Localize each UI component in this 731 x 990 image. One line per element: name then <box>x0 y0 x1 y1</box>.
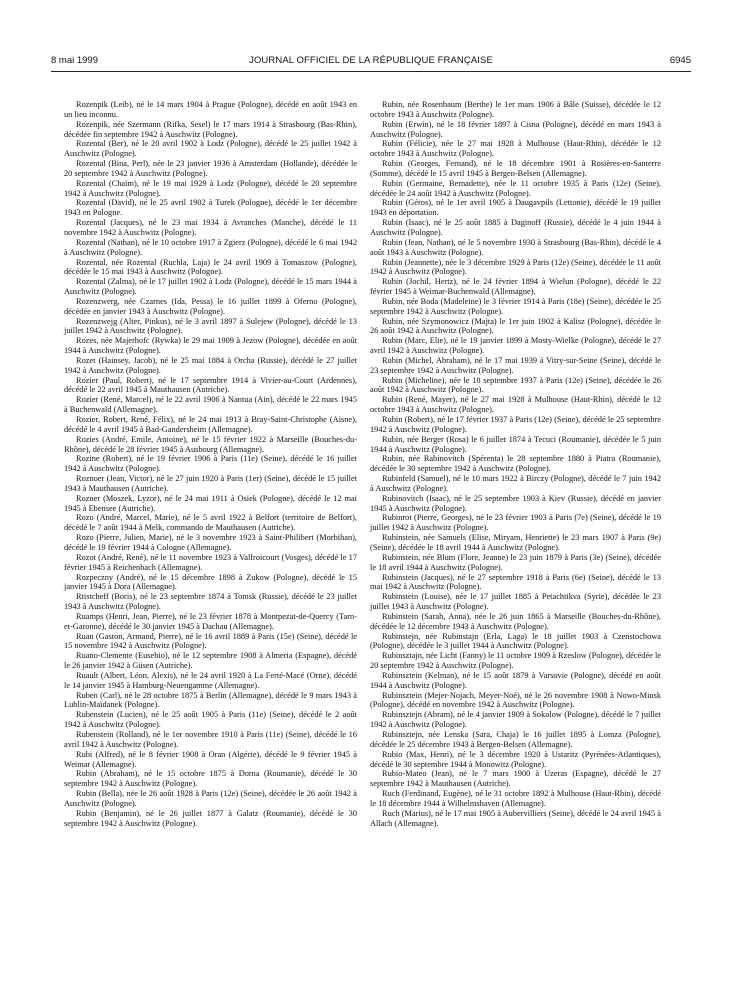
death-record-entry: Rubin (René, Mayer), né le 27 mai 1928 à Mulhouse (Haut-Rhin), décédé le 12 octobre 1943 à Auschwitz (Pologne). <box>370 395 661 415</box>
death-record-entry: Rubin (Isaac), né le 25 août 1885 à Daginoff (Russie), décédé le 4 juin 1944 à Auschwitz (Pologne). <box>370 218 661 237</box>
death-record-entry: Rubin (Georges, Fernand), né le 18 décembre 1901 à Rosières-en-Santerre (Somme), décédé le 15 avril 1945 à Bergen-Belsen (Allemagne). <box>370 159 661 178</box>
death-record-entry: Rozental (Nathan), né le 10 octobre 1917 à Zgierz (Pologne), décédé le 6 mai 1942 à Auschwitz (Pologne). <box>64 237 357 257</box>
death-record-entry: Rubinstein (Jacques), né le 27 septembre 1918 à Paris (6e) (Seine), décédé le 13 mai 1942 à Auschwitz (Pologne). <box>370 572 661 592</box>
death-record-entry: Rubinfeld (Samuel), né le 10 mars 1922 à Birczy (Pologne), décédé le 7 juin 1942 à Auschwitz (Pologne). <box>370 474 661 493</box>
page-header <box>51 55 691 69</box>
death-record-entry: Rozner (Moszek, Lyzor), né le 24 mai 1911 à Osiek (Pologne), décédé le 12 mai 1945 à Ebensee (Autriche). <box>64 493 357 513</box>
death-record-entry: Ruan (Gaston, Armand, Pierre), né le 16 avril 1889 à Paris (15e) (Seine), décédé le 15 novembre 1942 à Auschwitz (Pologne). <box>64 631 357 651</box>
header-rule <box>51 71 691 72</box>
death-record-entry: Rubinsztein (Mejer-Nojach, Meyer-Noé), né le 26 novembre 1908 à Nowo-Minsk (Pologne), décédé en novembre 1942 à Auschwitz (Pologne). <box>370 690 661 710</box>
death-record-entry: Rozies (André, Emile, Antoine), né le 15 février 1922 à Marseille (Bouches-du-Rhône), décédé le 28 février 1945 à Ausbourg (Allemagne). <box>64 434 357 454</box>
death-record-entry: Rubin (Michel, Abraham), né le 17 mai 1939 à Vitry-sur-Seine (Seine), décédé le 23 septembre 1942 à Auschwitz (Pologne). <box>370 355 661 375</box>
journal-title: JOURNAL OFFICIEL DE LA RÉPUBLIQUE FRANÇAISE <box>249 55 493 66</box>
death-record-entry: Rozenzwejg (Alter, Pinkus), né le 3 avril 1897 à Sulejew (Pologne), décédé le 13 juillet 1942 à Auschwitz (Pologne). <box>64 316 357 336</box>
death-record-entry: Rozier (Paul, Robert), né le 17 septembre 1914 à Vivier-au-Court (Ardennes), décédé le 22 avril 1945 à Mauthausen (Autriche). <box>64 375 357 395</box>
death-record-entry: Rozpeczny (André), né le 15 décembre 1898 à Zukow (Pologne), décédé le 15 janvier 1945 à Dora (Allemagne). <box>64 572 357 592</box>
death-record-entry: Rubin, née Berger (Rosa) le 6 juillet 1874 à Tecuci (Roumanie), décédée le 5 juin 1944 à Auschwitz (Pologne). <box>370 434 661 454</box>
death-record-entry: Rozental (Jacques), né le 23 mai 1934 à Avranches (Manche), décédé le 11 novembre 1942 à Auschwitz (Pologne). <box>64 218 357 237</box>
death-record-entry: Rubin, née Rabinovitch (Spérenta) le 28 septembre 1880 à Piatra (Roumanie), décédée le 30 septembre 1942 à Auschwitz (Pologne). <box>370 454 661 474</box>
death-record-entry: Rubinovitch (Isaac), né le 25 septembre 1903 à Kiev (Russie), décédé en janvier 1945 à Auschwitz (Pologne). <box>370 493 661 513</box>
death-record-entry: Rubin (Robert), né le 17 février 1937 à Paris (12e) (Seine), décédé le 25 septembre 1942 à Auschwitz (Pologne). <box>370 415 661 434</box>
death-record-entry: Rubinsztein (Kelman), né le 15 août 1879 à Varsovie (Pologne), décédé en août 1944 à Auschwitz (Pologne). <box>370 670 661 690</box>
death-record-entry: Rozental, née Rozental (Ruchla, Laja) le 24 avril 1909 à Tomaszow (Pologne), décédée le 15 mai 1943 à Auschwitz (Pologne). <box>64 257 357 277</box>
death-record-entry: Rubinstein, née Blum (Flore, Jeanne) le 23 juin 1879 à Paris (3e) (Seine), décédée le 18 avril 1944 à Auschwitz (Pologne). <box>370 552 661 572</box>
death-record-entry: Rubio-Mateo (Jean), né le 7 mars 1900 à Uzeras (Espagne), décédé le 27 septembre 1942 à Mauthausen (Autriche). <box>370 769 661 789</box>
death-record-entry: Rubin, née Boda (Madeleine) le 3 février 1914 à Paris (18e) (Seine), décédée le 25 septembre 1942 à Auschwitz (Pologne). <box>370 296 661 316</box>
left-column <box>64 100 357 828</box>
death-record-entry: Ruano-Clemente (Eusebio), né le 12 septembre 1908 à Almeria (Espagne), décédé le 26 janvier 1942 à Güsen (Autriche). <box>64 651 357 671</box>
death-record-entry: Ruch (Ferdinand, Eugène), né le 31 octobre 1892 à Mulhouse (Haut-Rhin), décédé le 18 décembre 1944 à Wilhelmshaven (Allemagne). <box>370 789 661 808</box>
death-record-entry: Rubin (Abraham), né le 15 octobre 1875 à Dorna (Roumanie), décédé le 30 septembre 1942 à Auschwitz (Pologne). <box>64 769 357 789</box>
death-record-entry: Rubinstein (Louise), née le 17 juillet 1885 à Petachtikva (Syrie), décédée le 23 juillet 1943 à Auschwitz (Pologne). <box>370 592 661 612</box>
death-record-entry: Rozet (Hainsey, Jacob), né le 25 mai 1884 à Orcha (Russie), décédé le 27 juillet 1942 à Auschwitz (Pologne). <box>64 355 357 375</box>
death-record-entry: Rubin, née Szymonowicz (Majta) le 1er juin 1902 à Kalisz (Pologne), décédée le 26 août 1942 à Auschwitz (Pologne). <box>370 316 661 336</box>
death-record-entry: Rubio (Max, Henri), né le 3 décembre 1920 à Ustaritz (Pyrénées-Atlantiques), décédé le 30 septembre 1944 à Monowitz (Pologne). <box>370 749 661 769</box>
death-record-entry: Ruben (Carl), né le 28 octobre 1875 à Berlin (Allemagne), décédé le 9 mars 1943 à Lublin-Maïdanek (Pologne). <box>64 690 357 710</box>
death-record-entry: Rozenpik, née Szermann (Rifka, Sesel) le 17 mars 1914 à Strasbourg (Bas-Rhin), décédée fin septembre 1942 à Auschwitz (Pologne). <box>64 119 357 139</box>
death-record-entry: Rozental (Chaïm), né le 19 mai 1929 à Lodz (Pologne), décédé le 20 septembre 1942 à Auschwitz (Pologne). <box>64 178 357 198</box>
publication-date: 8 mai 1999 <box>51 55 99 66</box>
death-record-entry: Rozental (Bina, Perl), née le 23 janvier 1936 à Amsterdam (Hollande), décédée le 20 septembre 1942 à Auschwitz (Pologne). <box>64 159 357 178</box>
death-record-entry: Rubin (Géros), né le 1er avril 1905 à Daugavpils (Lettonie), décédé le 19 juillet 1943 en déportation. <box>370 198 661 218</box>
death-record-entry: Rozot (André, René), né le 11 novembre 1923 à Valfroicourt (Vosges), décédé le 17 février 1945 à Reichenbach (Allemagne). <box>64 552 357 572</box>
death-record-entry: Rozental (Zalma), né le 17 juillet 1902 à Lodz (Pologne), décédé le 15 mars 1944 à Auschwitz (Pologne). <box>64 277 357 297</box>
death-record-entry: Rubin (Micheline), née le 18 septembre 1937 à Paris (12e) (Seine), décédée le 26 août 1942 à Auschwitz (Pologne). <box>370 375 661 395</box>
death-record-entry: Rubinsztejn (Abram), né le 4 janvier 1909 à Sokolow (Pologne), décédé le 7 juillet 1942 à Auschwitz (Pologne). <box>370 710 661 730</box>
right-column <box>370 100 661 828</box>
death-record-entry: Rozenzwerg, née Czarnes (Ida, Pessa) le 16 juillet 1899 à Oferno (Pologne), décédée en janvier 1943 à Auschwitz (Pologne). <box>64 296 357 316</box>
death-record-entry: Rubi (Alfred), né le 8 février 1908 à Oran (Algérie), décédé le 9 février 1945 à Weimar (Allemagne). <box>64 749 357 769</box>
death-record-entry: Rubin (Bella), née le 26 août 1928 à Paris (12e) (Seine), décédée le 26 août 1942 à Auschwitz (Pologne). <box>64 789 357 808</box>
death-record-entry: Rubin (Jochil, Hertz), né le 24 février 1894 à Wielun (Pologne), décédé le 22 février 1945 à Weimar-Buchenwald (Allemagne). <box>370 277 661 297</box>
page-number: 6945 <box>669 55 691 66</box>
death-record-entry: Rozier (René, Marcel), né le 22 avril 1906 à Nantua (Ain), décédé le 22 mars 1945 à Buchenwald (Allemagne). <box>64 395 357 415</box>
death-record-entry: Rubinstein (Sarah, Anna), née le 26 juin 1865 à Marseille (Bouches-du-Rhône), décédée le 12 décembre 1943 à Auschwitz (Pologne). <box>370 611 661 631</box>
death-record-entry: Rubin (Jean, Nathan), né le 5 novembre 1930 à Strasbourg (Bas-Rhin), décédé le 4 août 1943 à Auschwitz (Pologne). <box>370 237 661 257</box>
death-record-entry: Rubenstein (Lucien), né le 25 août 1905 à Paris (11e) (Seine), décédé le 2 août 1942 à Auschwitz (Pologne). <box>64 710 357 730</box>
death-record-entry: Rubinsztajn, née Licht (Fanny) le 11 octobre 1909 à Rzeslow (Pologne), décédée le 20 septembre 1942 à Auschwitz (Pologne). <box>370 651 661 671</box>
death-record-entry: Rtistcheff (Boris), né le 23 septembre 1874 à Tomsk (Russie), décédé le 23 juillet 1943 à Auschwitz (Pologne). <box>64 592 357 612</box>
death-record-entry: Rozental (Ber), né le 20 avril 1902 à Lodz (Pologne), décédé le 25 juillet 1942 à Auschwitz (Pologne). <box>64 139 357 159</box>
death-record-entry: Rubinstejn, née Rubinstajn (Erla, Laga) le 18 juillet 1903 à Czenstochowa (Pologne), décédée le 3 juillet 1944 à Auschwitz (Pologne). <box>370 631 661 651</box>
death-record-entry: Rubinrot (Pierre, Georges), né le 23 février 1903 à Paris (7e) (Seine), décédé le 19 juillet 1942 à Auschwitz (Pologne). <box>370 513 661 533</box>
death-record-entry: Rozes, née Majerhofc (Rywka) le 29 mai 1909 à Jezow (Pologne), décédée en août 1944 à Auschwitz (Pologne). <box>64 336 357 356</box>
death-record-entry: Rozo (André, Marcel, Marie), né le 5 avril 1922 à Belfort (territoire de Belfort), décédé le 7 août 1944 à Melk, commando de Mauthausen (Autriche). <box>64 513 357 533</box>
death-record-entry: Roznoer (Jean, Victor), né le 27 juin 1920 à Paris (1er) (Seine), décédé le 15 juillet 1943 à Mauthausen (Autriche). <box>64 474 357 493</box>
death-record-entry: Rubin (Benjamin), né le 26 juillet 1877 à Galatz (Roumanie), décédé le 30 septembre 1942 à Auschwitz (Pologne). <box>64 808 357 828</box>
death-record-entry: Rubinsztejn, née Lenska (Sara, Chaja) le 16 juillet 1895 à Lomza (Pologne), décédée le 25 décembre 1943 à Bergen-Belsen (Allemagne). <box>370 730 661 749</box>
death-record-entry: Rubinstein, née Samuels (Elise, Miryam, Henriette) le 23 mars 1907 à Paris (9e) (Seine), décédée le 18 avril 1944 à Auschwitz (Pologne). <box>370 533 661 552</box>
death-record-entry: Rubin (Marc, Elie), né le 19 janvier 1899 à Mosty-Wielke (Pologne), décédé le 27 avril 1942 à Auschwitz (Pologne). <box>370 336 661 356</box>
death-record-entry: Rubin (Jeannette), née le 3 décembre 1929 à Paris (12e) (Seine), décédée le 11 août 1942 à Auschwitz (Pologne). <box>370 257 661 277</box>
death-record-entry: Rozental (David), né le 25 avril 1902 à Turek (Pologne), décédé le 1er décembre 1943 en Pologne. <box>64 198 357 218</box>
death-record-entry: Rubin (Germaine, Bernadette), née le 11 octobre 1935 à Paris (12e) (Seine), décédée le 24 août 1942 à Auschwitz (Pologne). <box>370 178 661 198</box>
death-record-entry: Rubin (Erwin), né le 18 février 1897 à Cisna (Pologne), décédé en mars 1943 à Auschwitz (Pologne). <box>370 119 661 139</box>
death-record-entry: Rozo (Pierre, Julien, Marie), né le 3 novembre 1923 à Saint-Philibert (Morbihan), décédé le 19 février 1944 à Cologne (Allemagne). <box>64 533 357 552</box>
death-record-entry: Rubin (Félicie), née le 27 mai 1928 à Mulhouse (Haut-Rhin), décédée le 12 octobre 1943 à Auschwitz (Pologne). <box>370 139 661 159</box>
death-record-entry: Rubin, née Rosenbaum (Berthe) le 1er mars 1906 à Bâle (Suisse), décédée le 12 octobre 1943 à Auschwitz (Pologne). <box>370 100 661 119</box>
death-record-entry: Rubenstein (Rolland), né le 1er novembre 1910 à Paris (11e) (Seine), décédé le 16 avril 1942 à Auschwitz (Pologne). <box>64 730 357 749</box>
death-record-entry: Ruamps (Henri, Jean, Pierre), né le 23 février 1878 à Montpezat-de-Quercy (Tarn-et-Garonne), décédé le 30 janvier 1945 à Dachau (Allemagne). <box>64 611 357 631</box>
death-record-entry: Ruault (Albert, Léon, Alexis), né le 24 avril 1920 à La Ferté-Macé (Orne), décédé le 14 janvier 1945 à Hamburg-Neuengamme (Allemagne). <box>64 670 357 690</box>
death-record-entry: Rozenpik (Leib), né le 14 mars 1904 à Prague (Pologne), décédé en août 1943 en un lieu inconnu. <box>64 100 357 119</box>
death-record-entry: Rozier, Robert, René, Félix), né le 24 mai 1913 à Bray-Saint-Christophe (Aisne), décédé le 4 avril 1945 à Bad-Gandersheim (Allemagne). <box>64 415 357 434</box>
death-record-entry: Rozine (Robert), né le 19 février 1906 à Paris (11e) (Seine), décédé le 16 juillet 1942 à Auschwitz (Pologne). <box>64 454 357 474</box>
death-record-entry: Ruch (Marius), né le 17 mai 1905 à Aubervilliers (Seine), décédé le 24 avril 1945 à Allach (Allemagne). <box>370 808 661 828</box>
